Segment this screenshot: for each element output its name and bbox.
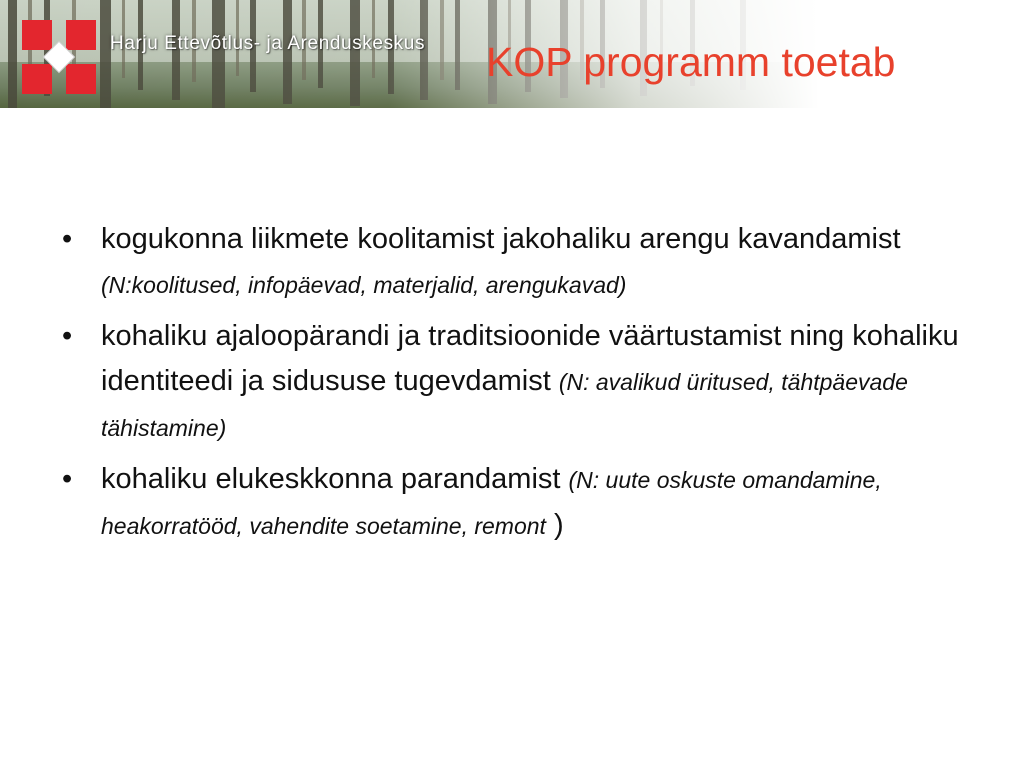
bullet-text: kohaliku ajaloopärandi ja traditsioonide väärtustamist ning kohaliku identiteedi ja sidususe tugevdamist	[101, 320, 959, 397]
bullet-text: kohaliku elukeskkonna parandamist	[101, 463, 569, 495]
bullet-marker: •	[62, 320, 73, 352]
organization-name: Harju Ettevõtlus- ja Arenduskeskus	[110, 33, 426, 54]
bullet-trailing: )	[545, 509, 564, 541]
bullet-marker: •	[62, 463, 73, 495]
bullet-text: kogukonna liikmete koolitamist jakohaliku arengu kavandamist	[101, 223, 901, 255]
bullet-list	[62, 217, 962, 555]
bullet-example-note: (N:koolitused, infopäevad, materjalid, arengukavad)	[101, 272, 627, 298]
bullet-marker: •	[62, 223, 73, 255]
bullet-item-environment	[62, 457, 962, 549]
bullet-item-training	[62, 217, 962, 308]
bullet-example-note: (N: uute oskuste omandamine, heakorratööd, vahendite soetamine, remont	[101, 467, 882, 539]
bullet-example-note: (N: avalikud üritused, tähtpäevade tähistamine)	[101, 369, 908, 441]
bullet-item-heritage	[62, 314, 962, 451]
company-logo-icon	[22, 20, 96, 94]
slide-title: KOP programm toetab	[486, 39, 896, 85]
